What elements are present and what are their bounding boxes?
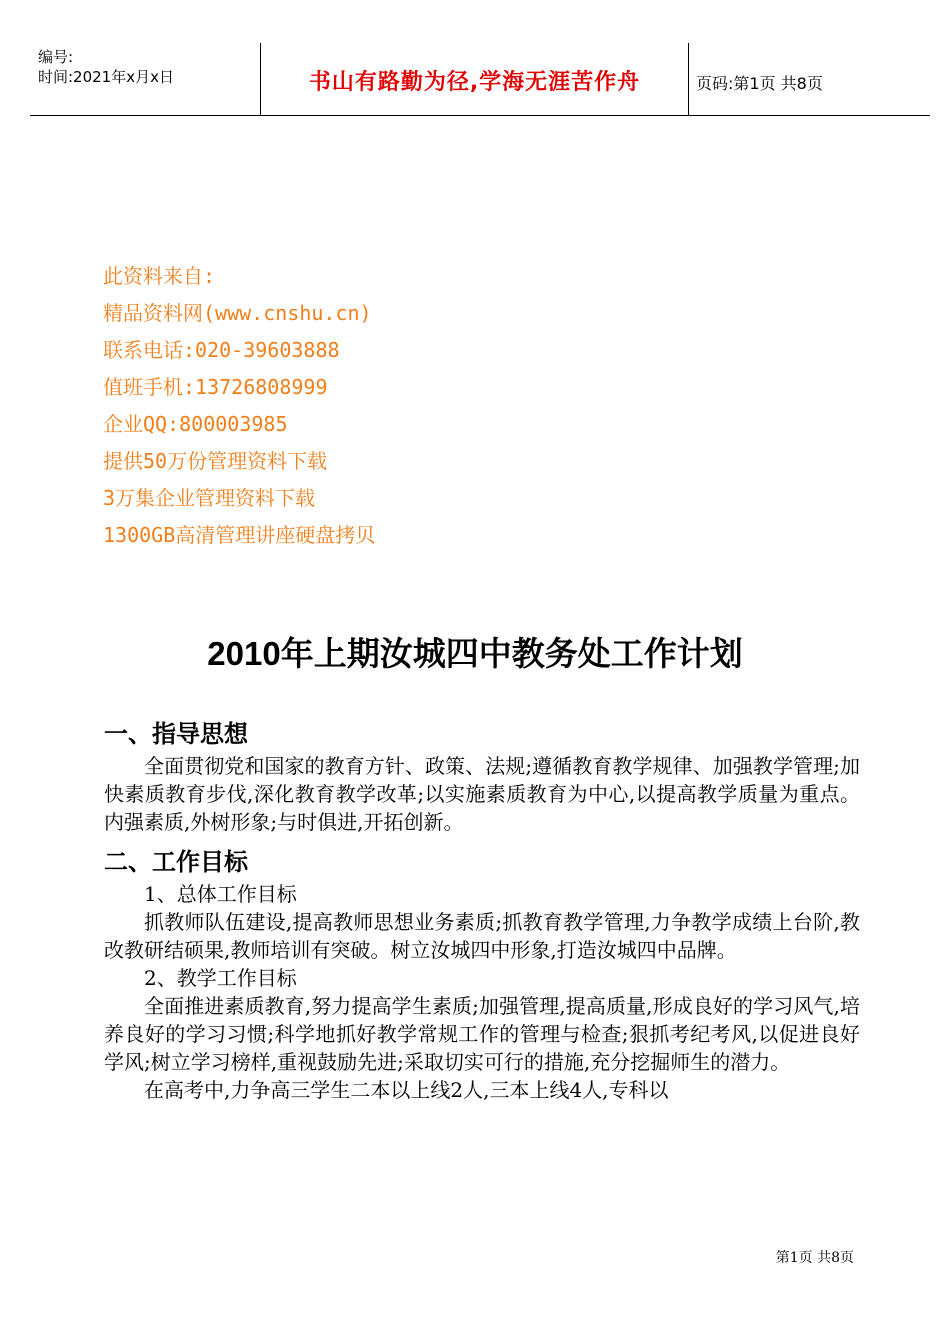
source-line: 3万集企业管理资料下载	[103, 486, 316, 510]
source-line: 1300GB高清管理讲座硬盘拷贝	[103, 523, 376, 547]
source-line: 提供50万份管理资料下载	[103, 449, 328, 473]
source-info-block	[103, 258, 375, 554]
page-footer: 第1页 共8页	[775, 1250, 854, 1266]
page-header	[30, 43, 930, 116]
paragraph: 在高考中,力争高三学生二本以上线2人,三本上线4人,专科以	[144, 1078, 669, 1102]
paragraph: 全面贯彻党和国家的教育方针、政策、法规;遵循教育教学规律、加强教学管理;加快素质教育步伐,深化教育教学改革;以实施素质教育为中心,以提高教学质量为重点。内强素质,外树形象;与时俱进,开拓创新。	[104, 754, 860, 834]
subheading: 1、总体工作目标	[144, 882, 297, 906]
source-line: 精品资料网(www.cnshu.cn)	[103, 301, 372, 325]
source-line: 联系电话:020-39603888	[103, 338, 340, 362]
header-divider	[688, 43, 689, 115]
header-time-label: 时间:2021年x月x日	[38, 68, 174, 86]
header-number-label: 编号:	[38, 48, 74, 66]
source-line: 此资料来自:	[103, 264, 216, 288]
document-body	[104, 716, 860, 1104]
header-meta	[38, 47, 260, 87]
section-heading: 一、指导思想	[104, 720, 248, 748]
paragraph: 抓教师队伍建设,提高教师思想业务素质;抓教育教学管理,力争教学成绩上台阶,教改教研结硕果,教师培训有突破。树立汝城四中形象,打造汝城四中品牌。	[104, 910, 860, 962]
source-line: 企业QQ:800003985	[103, 412, 288, 436]
document-title: 2010年上期汝城四中教务处工作计划	[207, 635, 743, 672]
source-line: 值班手机:13726808999	[103, 375, 328, 399]
header-page-info: 页码:第1页 共8页	[696, 74, 823, 93]
section-heading: 二、工作目标	[104, 848, 248, 876]
subheading: 2、教学工作目标	[144, 966, 297, 990]
paragraph: 全面推进素质教育,努力提高学生素质;加强管理,提高质量,形成良好的学习风气,培养良好的学习习惯;科学地抓好教学常规工作的管理与检查;狠抓考纪考风,以促进良好学风;树立学习榜样,重视鼓励先进;采取切实可行的措施,充分挖掘师生的潜力。	[104, 994, 860, 1074]
header-motto: 书山有路勤为径,学海无涯苦作舟	[308, 70, 641, 95]
